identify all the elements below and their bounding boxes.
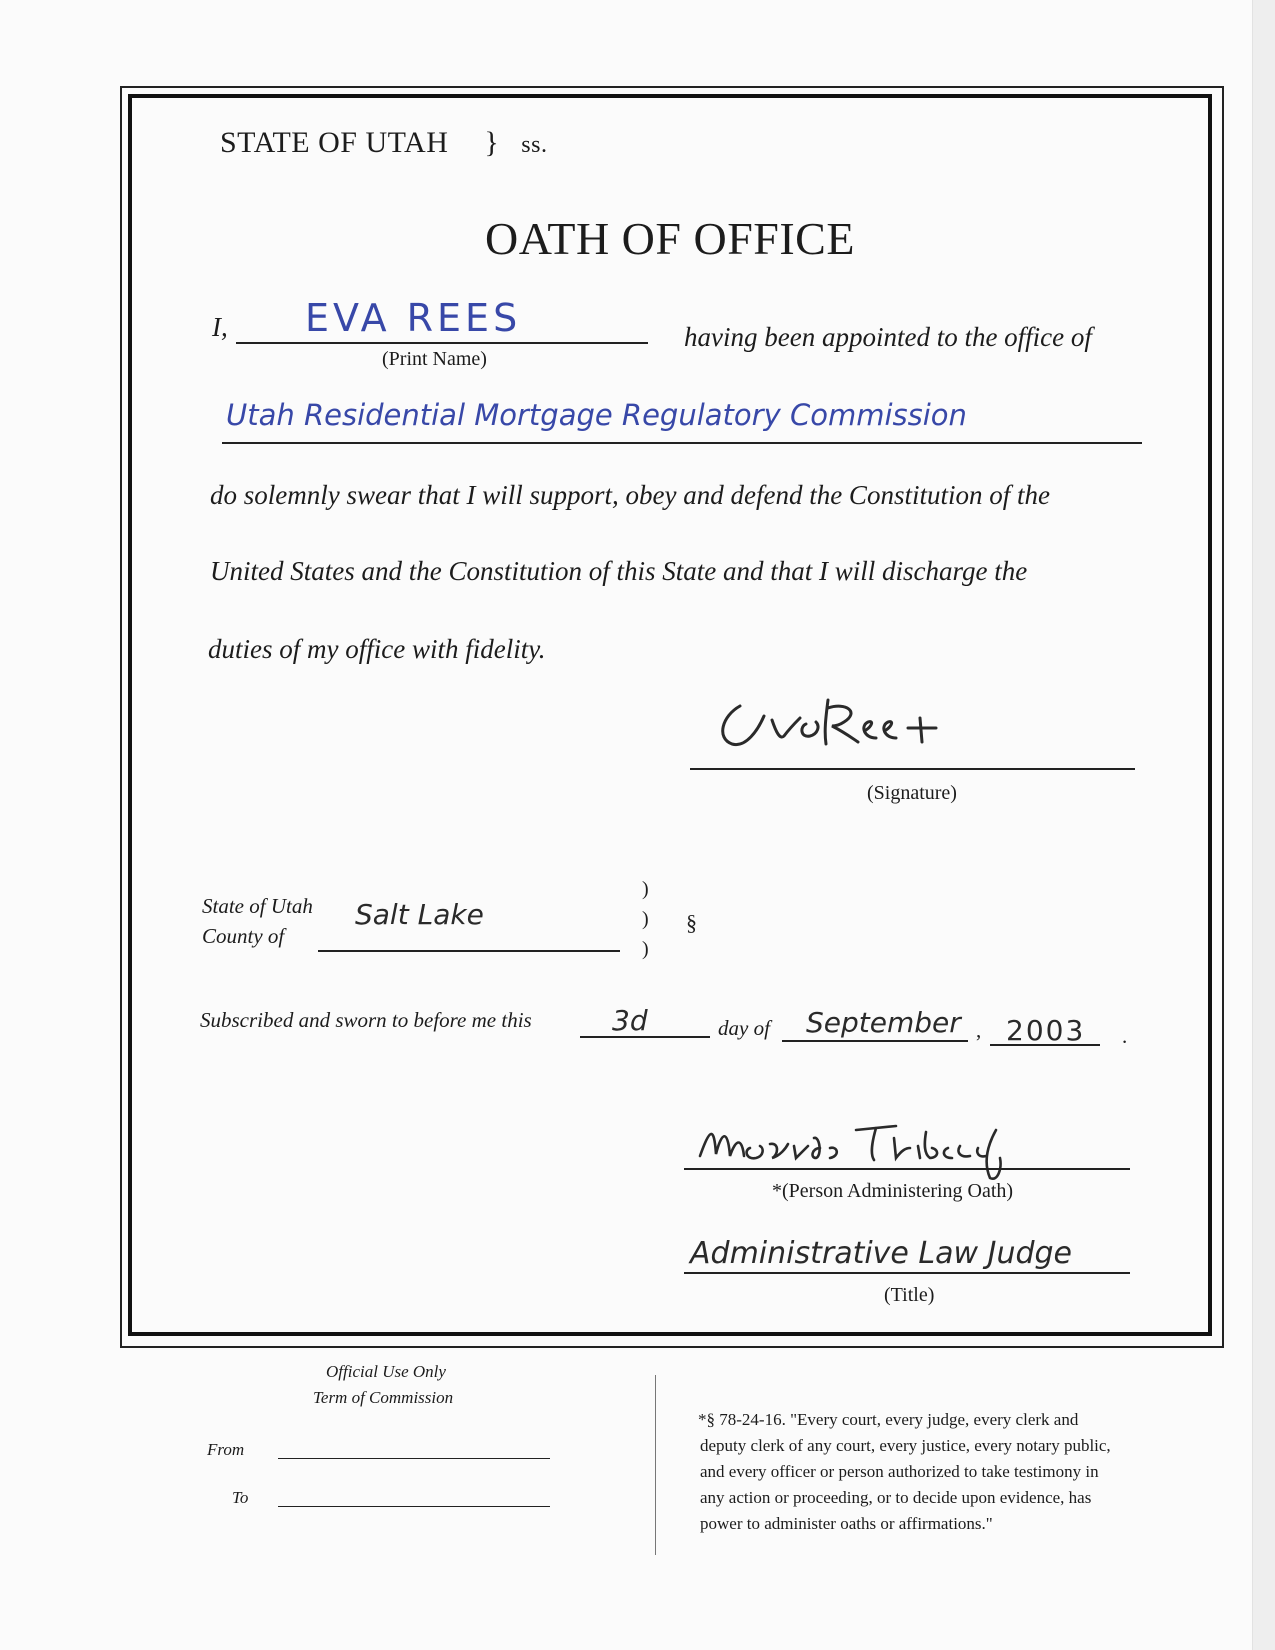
venue-paren-2: ) (642, 908, 649, 930)
office-value: Utah Residential Mortgage Regulatory Commission (226, 398, 967, 432)
venue-state-label: State of Utah (202, 894, 313, 918)
print-name-line (236, 342, 648, 344)
signature-label: (Signature) (867, 782, 957, 804)
print-name-label: (Print Name) (382, 348, 487, 370)
sworn-month-line (782, 1040, 968, 1042)
sworn-prefix: Subscribed and sworn to before me this (200, 1008, 532, 1032)
footnote-line-4: any action or proceeding, or to decide upon evidence, has (700, 1488, 1092, 1507)
sworn-day-of: day of (718, 1016, 770, 1040)
to-label: To (232, 1488, 249, 1507)
footnote-line-5: power to administer oaths or affirmations." (700, 1514, 993, 1533)
footer-divider (655, 1375, 656, 1555)
venue-paren-3: ) (642, 938, 649, 960)
section-symbol: § (686, 910, 697, 935)
venue-county-label: County of (202, 924, 285, 948)
state-heading (220, 126, 547, 160)
administrator-label: *(Person Administering Oath) (772, 1180, 1014, 1202)
sworn-year-value: 2003 (1006, 1014, 1086, 1047)
sworn-day-line (580, 1036, 710, 1038)
oath-signature (710, 686, 1010, 762)
sworn-year-line (990, 1044, 1100, 1046)
sworn-month-value: September (806, 1006, 961, 1039)
oath-line-2: United States and the Constitution of this State and that I will discharge the (210, 556, 1028, 586)
oath-line-3: duties of my office with fidelity. (208, 634, 546, 664)
venue-paren-1: ) (642, 878, 649, 900)
document-title: OATH OF OFFICE (485, 213, 855, 264)
title-line (684, 1272, 1130, 1274)
county-line (318, 950, 620, 952)
office-line (222, 442, 1142, 444)
footnote-line-1: *§ 78-24-16. "Every court, every judge, every clerk and (698, 1410, 1079, 1429)
print-name-value: EVA REES (305, 296, 522, 340)
appointed-text: having been appointed to the office of (684, 322, 1092, 352)
term-of-commission-heading: Term of Commission (313, 1388, 454, 1407)
state-name: STATE OF UTAH (220, 126, 449, 159)
oath-line-1: do solemnly swear that I will support, obey and defend the Constitution of the (210, 480, 1050, 510)
brace: } (484, 126, 500, 159)
footnote-line-3: and every officer or person authorized to take testimony in (700, 1462, 1099, 1481)
sworn-comma: , (976, 1018, 982, 1042)
administrator-signature (680, 1108, 1060, 1188)
oath-prefix: I, (212, 312, 228, 342)
from-line (278, 1458, 550, 1459)
county-value: Salt Lake (355, 898, 484, 931)
sworn-day-value: 3d (612, 1004, 648, 1037)
from-label: From (207, 1440, 245, 1459)
signature-line (690, 768, 1135, 770)
administrator-line (684, 1168, 1130, 1170)
official-use-heading: Official Use Only (326, 1362, 446, 1381)
to-line (278, 1506, 550, 1507)
title-label: (Title) (884, 1284, 935, 1306)
administrator-title-value: Administrative Law Judge (690, 1236, 1073, 1271)
footnote-line-2: deputy clerk of any court, every justice, every notary public, (700, 1436, 1111, 1455)
sworn-period: . (1122, 1024, 1128, 1048)
ss-abbrev: ss. (521, 132, 548, 158)
